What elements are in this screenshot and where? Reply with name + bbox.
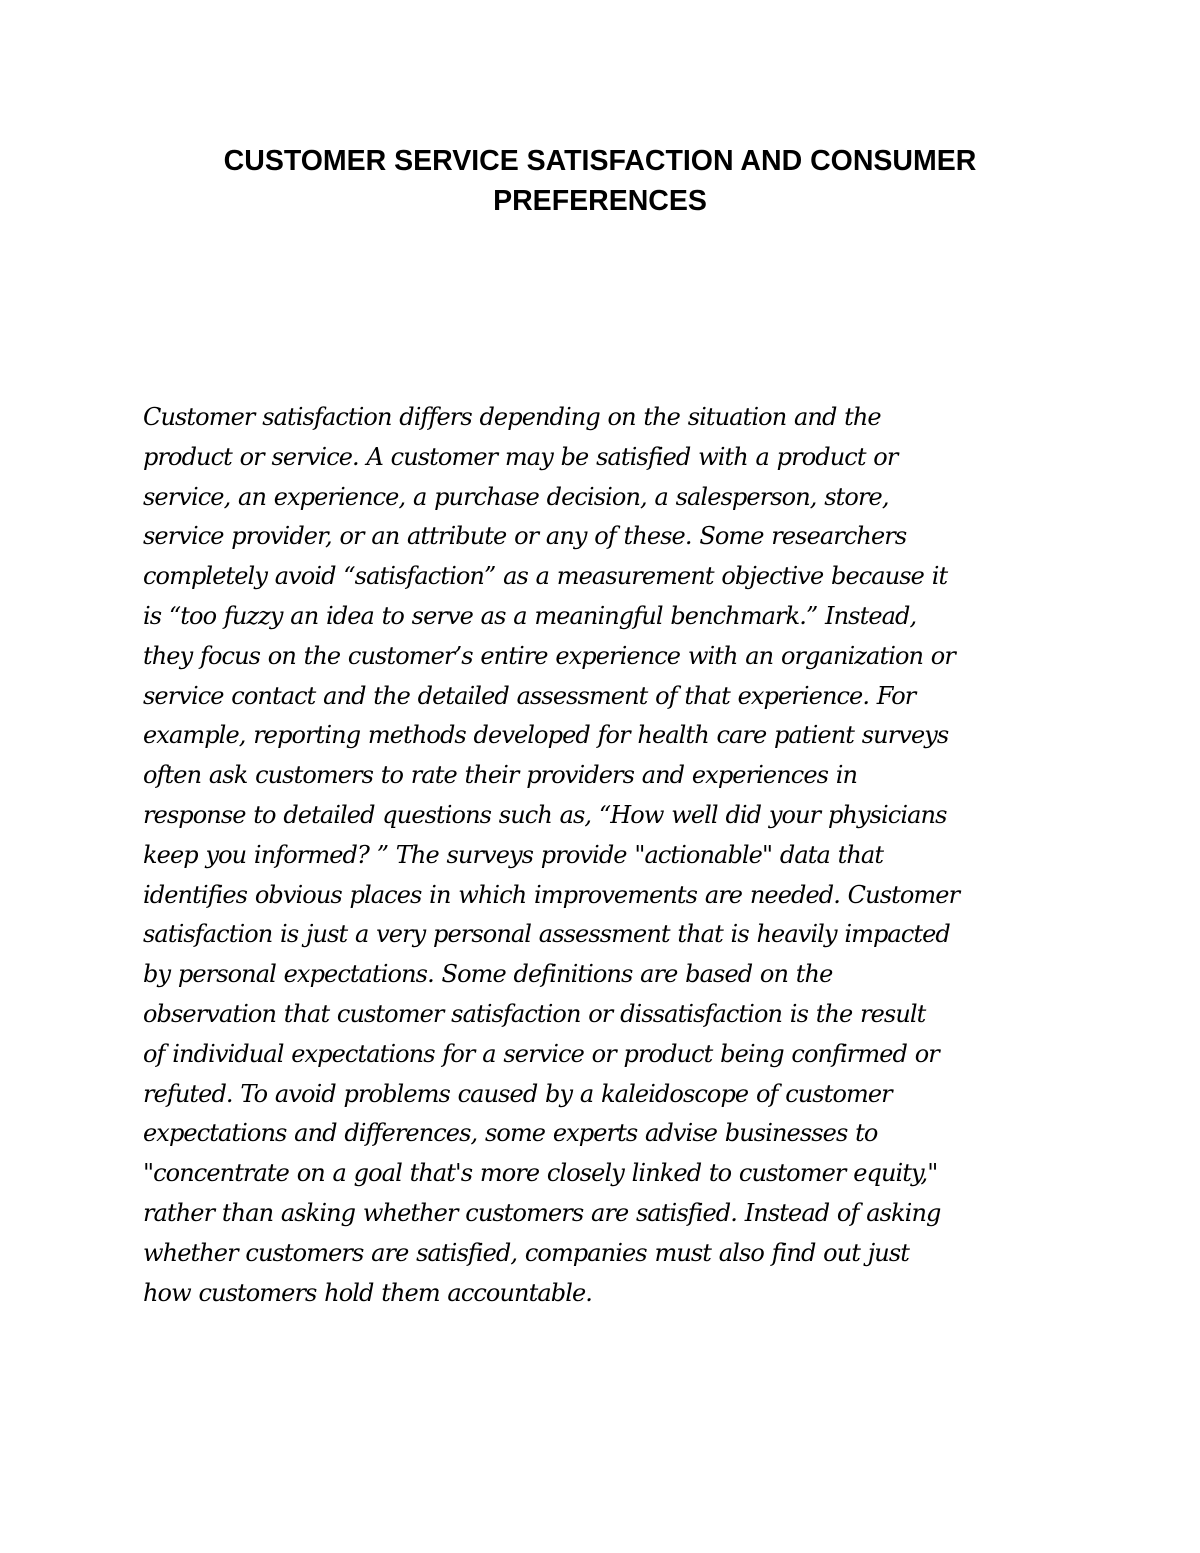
- paragraph-line: example, reporting methods developed for health care patient surveys: [143, 721, 949, 750]
- paragraph-line: identifies obvious places in which improvements are needed. Customer: [143, 880, 960, 909]
- paragraph-line: of individual expectations for a service or product being confirmed or: [143, 1039, 939, 1068]
- paragraph-line: completely avoid “satisfaction” as a measurement objective because it: [143, 562, 948, 591]
- title-line: CUSTOMER SERVICE SATISFACTION AND CONSUMER: [223, 145, 977, 177]
- title-line: PREFERENCES: [493, 185, 707, 217]
- page-title: [100, 141, 1100, 221]
- paragraph-line: often ask customers to rate their providers and experiences in: [143, 761, 858, 790]
- paragraph-line: whether customers are satisfied, companies must also find out just: [143, 1238, 909, 1267]
- paragraph-line: is “too fuzzy an idea to serve as a meaningful benchmark.” Instead,: [143, 601, 917, 630]
- paragraph-line: response to detailed questions such as, “How well did your physicians: [143, 800, 947, 829]
- paragraph-line: refuted. To avoid problems caused by a kaleidoscope of customer: [143, 1079, 892, 1108]
- paragraph-line: rather than asking whether customers are satisfied. Instead of asking: [143, 1198, 941, 1227]
- paragraph-line: Customer satisfaction differs depending on the situation and the: [143, 403, 881, 431]
- paragraph-line: "concentrate on a goal that's more closely linked to customer equity,": [143, 1159, 938, 1188]
- paragraph-line: expectations and differences, some experts advise businesses to: [143, 1119, 878, 1148]
- paragraph-line: service, an experience, a purchase decision, a salesperson, store,: [143, 482, 889, 511]
- paragraph-line: they focus on the customer’s entire experience with an organization or: [143, 641, 955, 670]
- paragraph-line: satisfaction is just a very personal assessment that is heavily impacted: [143, 920, 950, 949]
- body-paragraph: [143, 398, 1123, 1313]
- paragraph-line: how customers hold them accountable.: [143, 1278, 593, 1307]
- paragraph-line: by personal expectations. Some definitions are based on the: [143, 960, 833, 989]
- paragraph-line: service provider, or an attribute or any of these. Some researchers: [143, 522, 907, 551]
- paragraph-line: service contact and the detailed assessment of that experience. For: [143, 681, 916, 710]
- paragraph-line: product or service. A customer may be satisfied with a product or: [143, 442, 898, 471]
- paragraph-line: keep you informed? ” The surveys provide "actionable" data that: [143, 840, 884, 869]
- paragraph-line: observation that customer satisfaction or dissatisfaction is the result: [143, 999, 926, 1028]
